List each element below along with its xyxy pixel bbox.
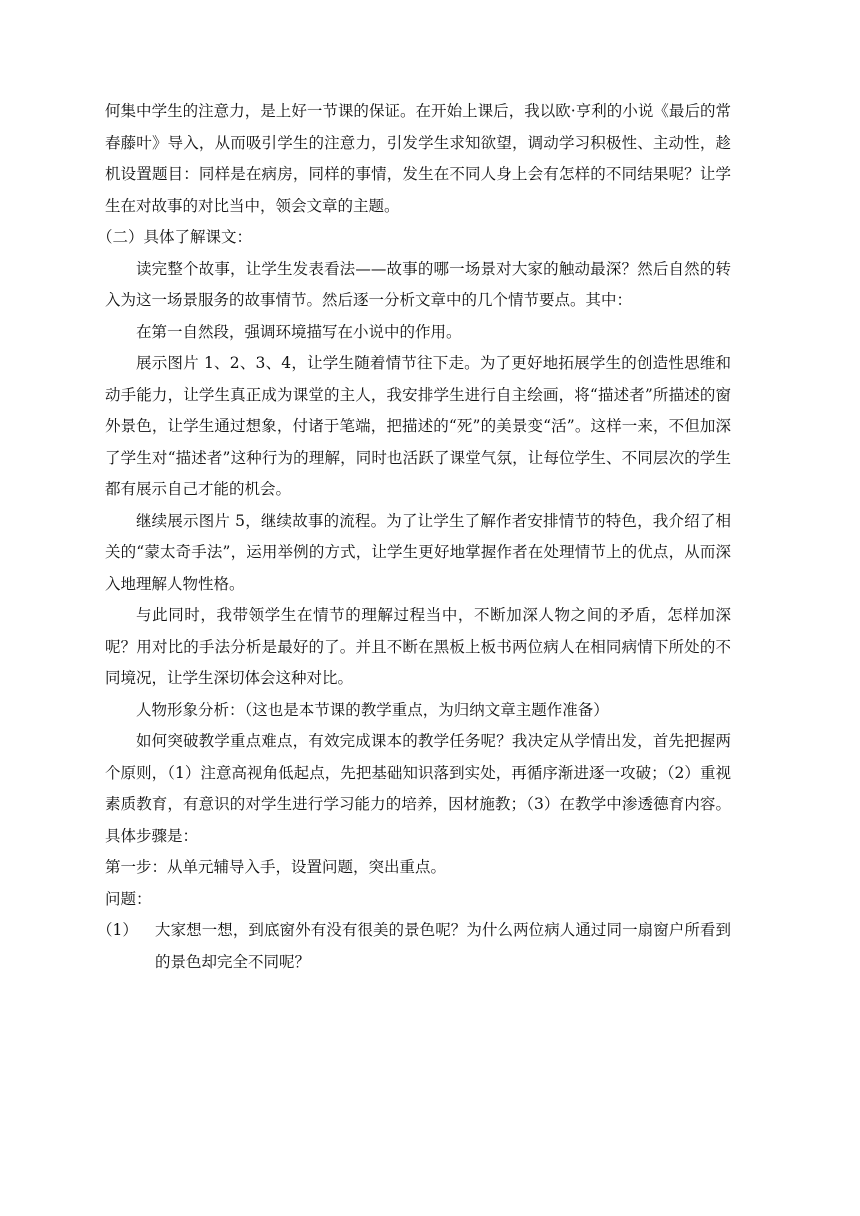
paragraph-picture-five: 继续展示图片 5，继续故事的流程。为了让学生了解作者安排情节的特色，我介绍了相关的“蒙太奇手法”，运用举例的方式，让学生更好地掌握作者在处理情节上的优点，从而深入地理解人物性格。 bbox=[105, 511, 731, 593]
paragraph-character-analysis: 人物形象分析：（这也是本节课的教学重点，为归纳文章主题作准备） bbox=[136, 700, 609, 719]
paragraph-contrast: 与此同时，我带领学生在情节的理解过程当中，不断加深人物之间的矛盾，怎样加深呢？用对比的手法分析是最好的了。并且不断在黑板上板书两位病人在相同病情下所处的不同境况，让学生深切体会这种对比。 bbox=[105, 606, 731, 687]
paragraph-show-pictures: 展示图片 1、2、3、4，让学生随着情节往下走。为了更好地拓展学生的创造性思维和动手能力，让学生真正成为课堂的主人，我安排学生进行自主绘画，将“描述者”所描述的窗外景色，让学生通过想象，付诸于笔端，把描述的“死”的美景变“活”。这样一来，不但加深了学生对“描述者”这种行为的理解，同时也活跃了课堂气氛，让每位学生、不同层次的学生都有展示自己才能的机会。 bbox=[105, 354, 731, 498]
paragraph-first-section: 在第一自然段，强调环境描写在小说中的作用。 bbox=[136, 322, 462, 341]
section-heading: （二）具体了解课文： bbox=[97, 228, 253, 246]
paragraph-intro-continuation: 何集中学生的注意力，是上好一节课的保证。在开始上课后，我以欧·亨利的小说《最后的常春藤叶》导入，从而吸引学生的注意力，引发学生求知欲望，调动学习积极性、主动性，趁机设置题目：同样是在病房，同样的事情，发生在不同人身上会有怎样的不同结果呢？让学生在对故事的对比当中，领会文章的主题。 bbox=[105, 102, 731, 215]
paragraph-teaching-principles: 如何突破教学重点难点，有效完成课本的教学任务呢？我决定从学情出发，首先把握两个原则，（1）注意高视角低起点，先把基础知识落到实处，再循序渐进逐一攻破；（2）重视素质教育，有意识的对学生进行学习能力的培养，因材施教；（3）在教学中渗透德育内容。具体步骤是： bbox=[105, 732, 731, 845]
list-item-number: （1） bbox=[97, 921, 138, 939]
paragraph-read-story: 读完整个故事，让学生发表看法——故事的哪一场景对大家的触动最深？然后自然的转入为这一场景服务的故事情节。然后逐一分析文章中的几个情节要点。其中： bbox=[105, 259, 731, 309]
paragraph-questions-label: 问题： bbox=[105, 889, 152, 908]
list-item bbox=[97, 915, 731, 978]
list-item-text: 大家想一想，到底窗外有没有很美的景色呢？为什么两位病人通过同一扇窗户所看到的景色却完全不同呢？ bbox=[155, 921, 731, 971]
document-body bbox=[97, 96, 731, 978]
paragraph-step-one: 第一步：从单元辅导入手，设置问题，突出重点。 bbox=[105, 858, 447, 876]
